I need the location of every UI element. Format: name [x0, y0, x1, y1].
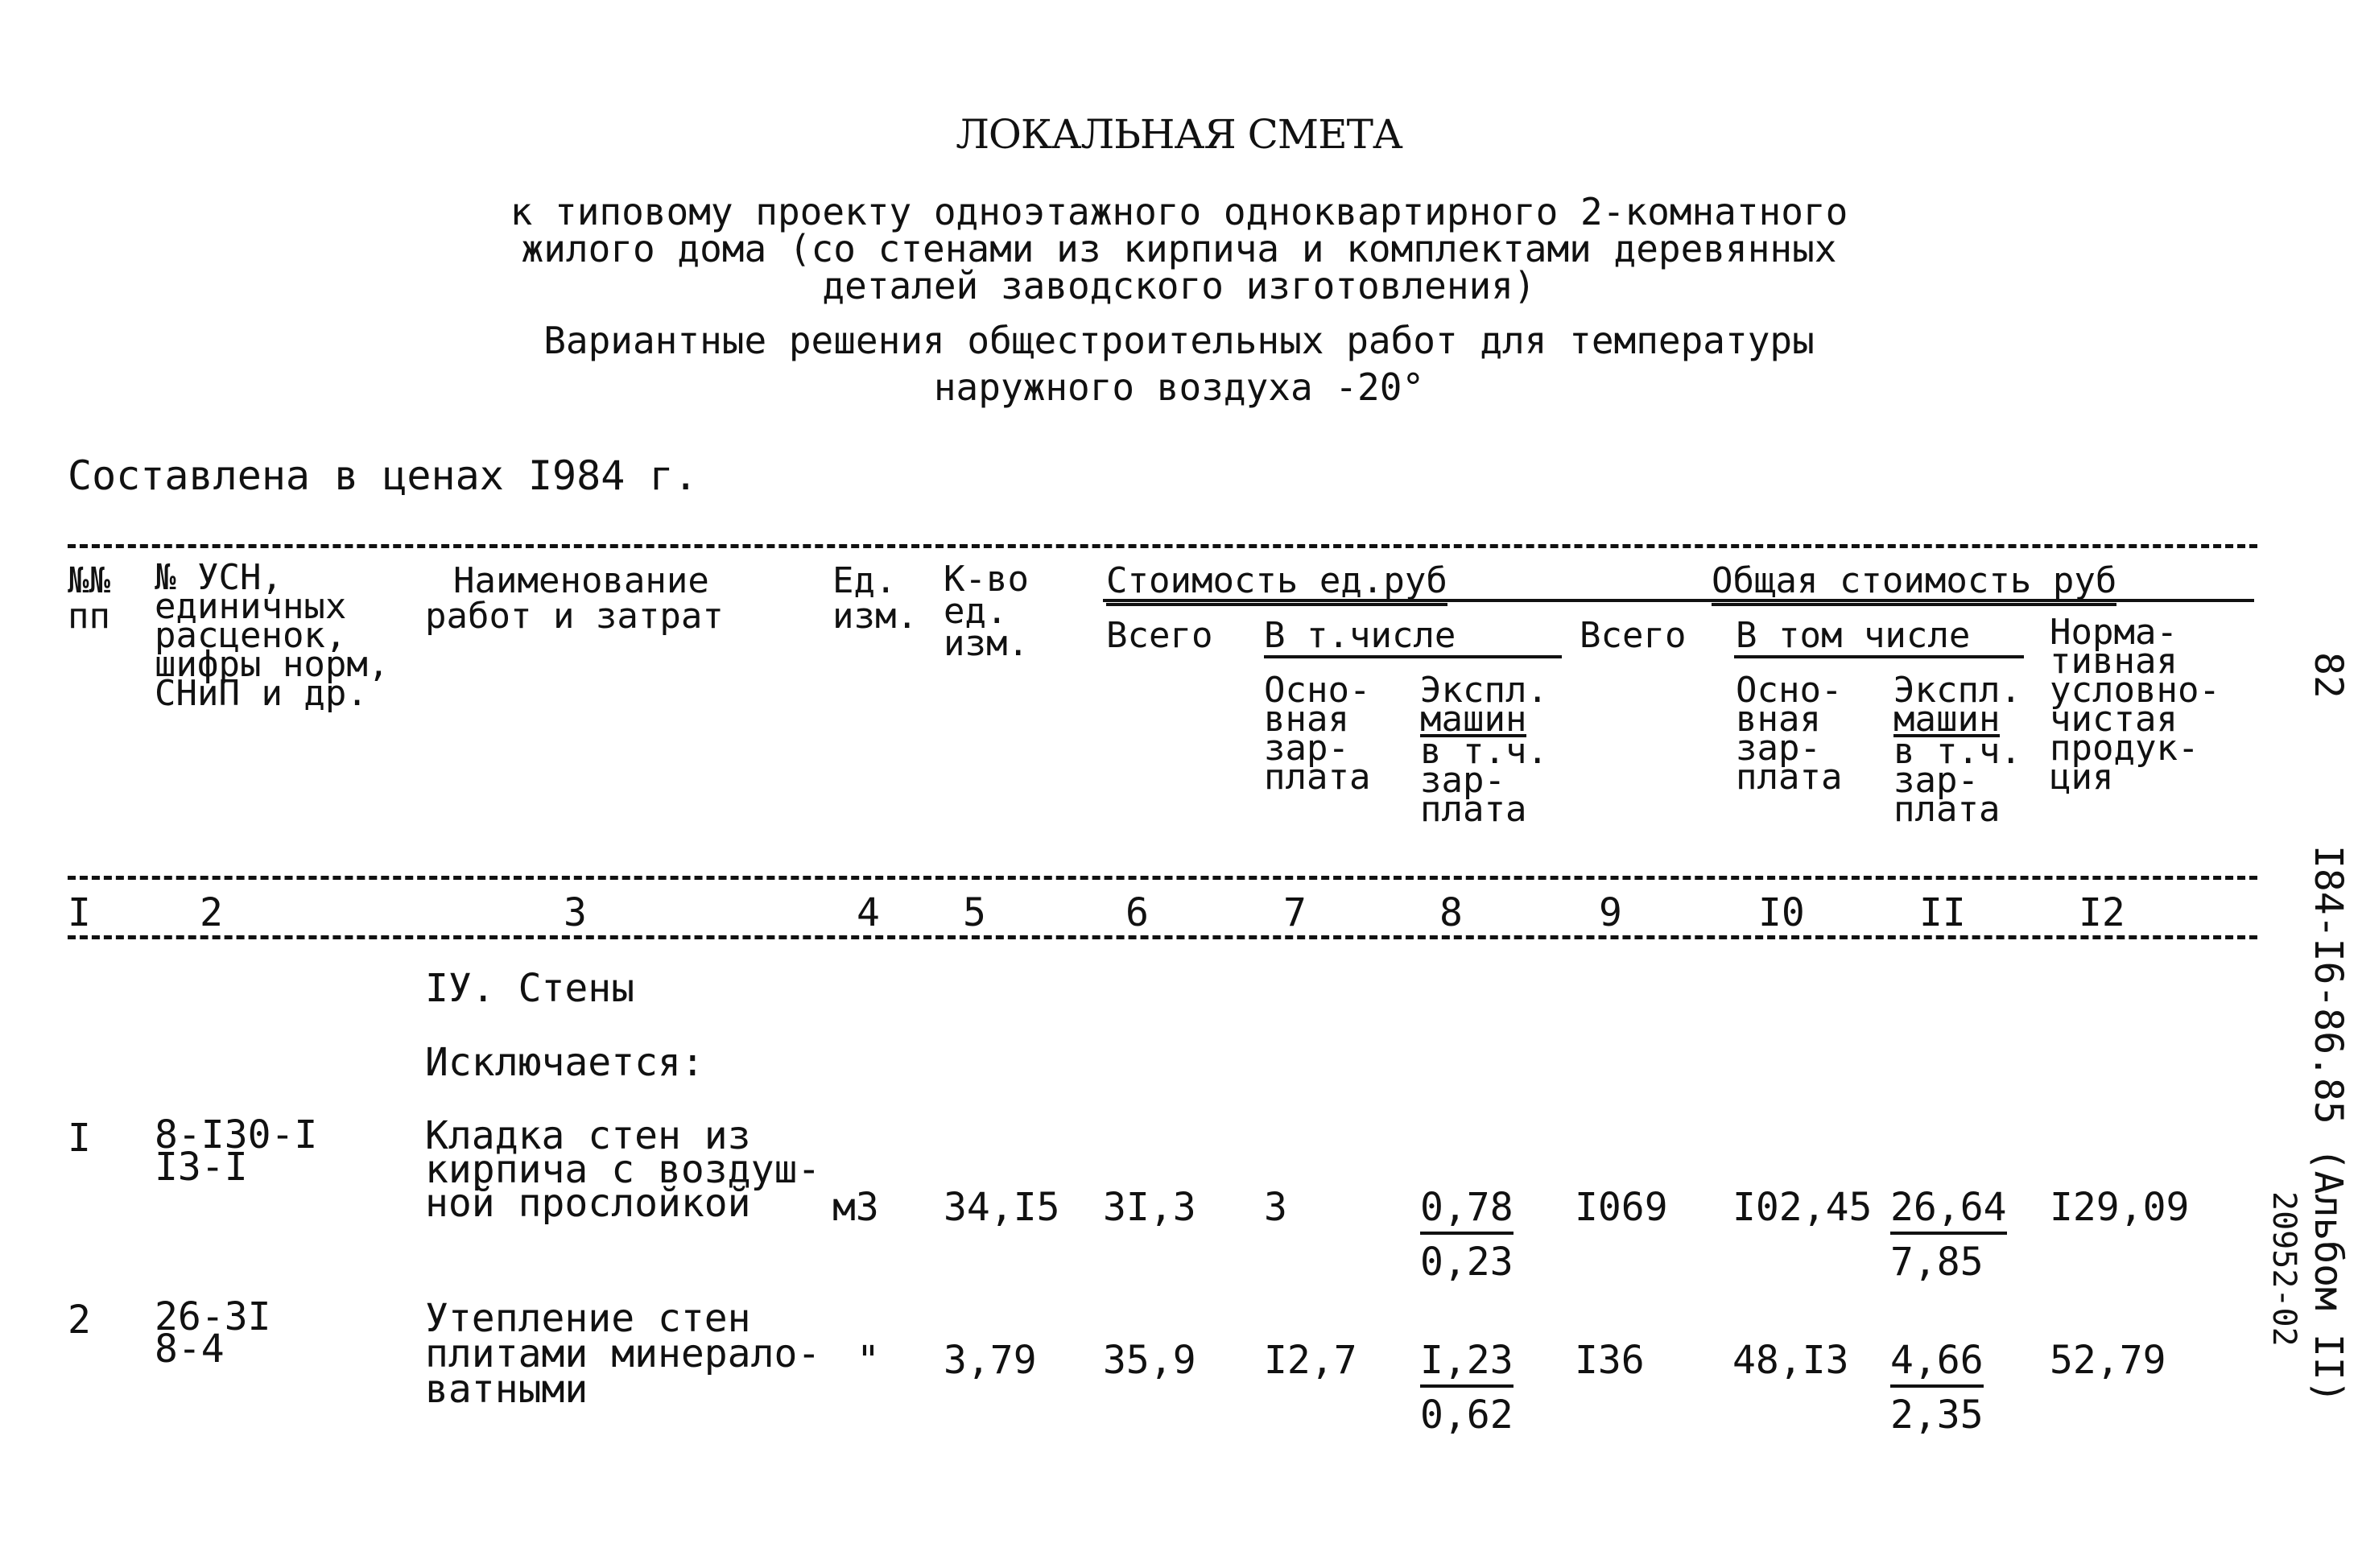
row-unit-wage: I2,7: [1264, 1338, 1357, 1383]
header-col2: № УСН, единичных расценок, шифры норм, СНиП и др.: [155, 557, 390, 714]
row-total: I069: [1575, 1185, 1668, 1230]
row-qty: 34,I5: [944, 1185, 1060, 1230]
subtitle-line-2: жилого дома (со стенами из кирпича и комплектами деревянных: [521, 227, 1837, 270]
row-total-machines: 26,64: [1890, 1188, 2007, 1227]
row-total-wage: I02,45: [1732, 1185, 1873, 1230]
header-col1: №№ пп: [68, 560, 110, 637]
colnum-1: I: [68, 890, 91, 935]
colnum-4: 4: [857, 890, 880, 935]
subtitle-line-4: Вариантные решения общестроительных работ для температуры: [543, 319, 1815, 362]
row-codes: 26-3I 8-4: [155, 1294, 271, 1372]
row-unit-total: 3I,3: [1103, 1185, 1196, 1230]
table-top-rule: [68, 544, 2257, 548]
row-unit-machines-wage: 0,23: [1420, 1240, 1513, 1285]
colnum-12: I2: [2079, 890, 2125, 935]
header-col3: Наименование работ и затрат: [425, 560, 724, 637]
row-name: Утепление стен плитами минерало- ватными: [425, 1296, 821, 1412]
document-title: ЛОКАЛЬНАЯ СМЕТА: [956, 111, 1402, 158]
colnum-6: 6: [1125, 890, 1149, 935]
colnum-8: 8: [1439, 890, 1463, 935]
header-col9: Всего: [1580, 615, 1687, 656]
row-net-production: I29,09: [2050, 1185, 2190, 1230]
subtitle-line-3: деталей заводского изготовления): [822, 264, 1536, 307]
row-number: 2: [68, 1298, 91, 1343]
row-unit: ": [857, 1338, 880, 1383]
row-total-machines: 4,66: [1890, 1341, 1984, 1380]
header-total-cost: Общая стоимость руб: [1712, 563, 2116, 599]
header-col10: Осно- вная зар- плата: [1736, 670, 1843, 798]
header-col11: Экспл. машин в т.ч. зар- плата: [1893, 670, 2021, 830]
row-unit: м3: [832, 1185, 879, 1230]
header-unit-incl: В т.числе: [1264, 615, 1456, 656]
row-total-machines-wage: 7,85: [1890, 1240, 1984, 1285]
row-unit-wage: 3: [1264, 1185, 1287, 1230]
row-codes: 8-I30-I I3-I: [155, 1112, 318, 1190]
row-unit-machines: 0,78: [1420, 1188, 1513, 1227]
header-col6: Всего: [1106, 615, 1213, 656]
colnum-2: 2: [200, 890, 223, 935]
header-col4: Ед. изм.: [832, 560, 918, 637]
prices-note: Составлена в ценах I984 г.: [68, 452, 698, 499]
header-col5: К-во ед. изм.: [944, 559, 1029, 664]
header-col7: Осно- вная зар- плата: [1264, 670, 1371, 798]
header-total-incl: В том числе: [1736, 615, 1971, 656]
inventory-number: 20952-02: [2265, 1191, 2302, 1347]
colnum-5: 5: [963, 890, 986, 935]
page-number: 82: [2306, 652, 2351, 699]
colnum-7: 7: [1283, 890, 1307, 935]
row-unit-total: 35,9: [1103, 1338, 1196, 1383]
row-unit-machines: I,23: [1420, 1341, 1513, 1380]
row-unit-machines-wage: 0,62: [1420, 1393, 1513, 1438]
row-name: Кладка стен из кирпича с воздуш- ной прослойкой: [425, 1113, 821, 1226]
row-total-machines-wage: 2,35: [1890, 1393, 1984, 1438]
row-net-production: 52,79: [2050, 1338, 2166, 1383]
colnum-11: II: [1919, 890, 1966, 935]
album-code: I84-I6-86.85 (Альбом II): [2306, 845, 2351, 1404]
row-total: I36: [1575, 1338, 1645, 1383]
header-col8: Экспл. машин в т.ч. зар- плата: [1420, 670, 1548, 830]
header-col12: Норма- тивная условно- чистая продук- ция: [2050, 612, 2220, 798]
row-number: I: [68, 1116, 91, 1161]
colnum-10: I0: [1758, 890, 1805, 935]
colnum-9: 9: [1599, 890, 1622, 935]
colnum-3: 3: [564, 890, 587, 935]
section-title: IУ. Стены: [425, 966, 635, 1011]
subtitle-line-1: к типовому проекту одноэтажного одноквартирного 2-комнатного: [510, 190, 1848, 233]
header-bottom-rule: [68, 876, 2257, 880]
row-qty: 3,79: [944, 1338, 1037, 1383]
subtitle-line-5: наружного воздуха -20°: [933, 365, 1425, 409]
excluded-label: Исключается:: [425, 1040, 704, 1085]
row-total-wage: 48,I3: [1732, 1338, 1849, 1383]
column-numbers-rule: [68, 935, 2257, 939]
header-unit-cost: Стоимость ед.руб: [1106, 563, 1447, 599]
